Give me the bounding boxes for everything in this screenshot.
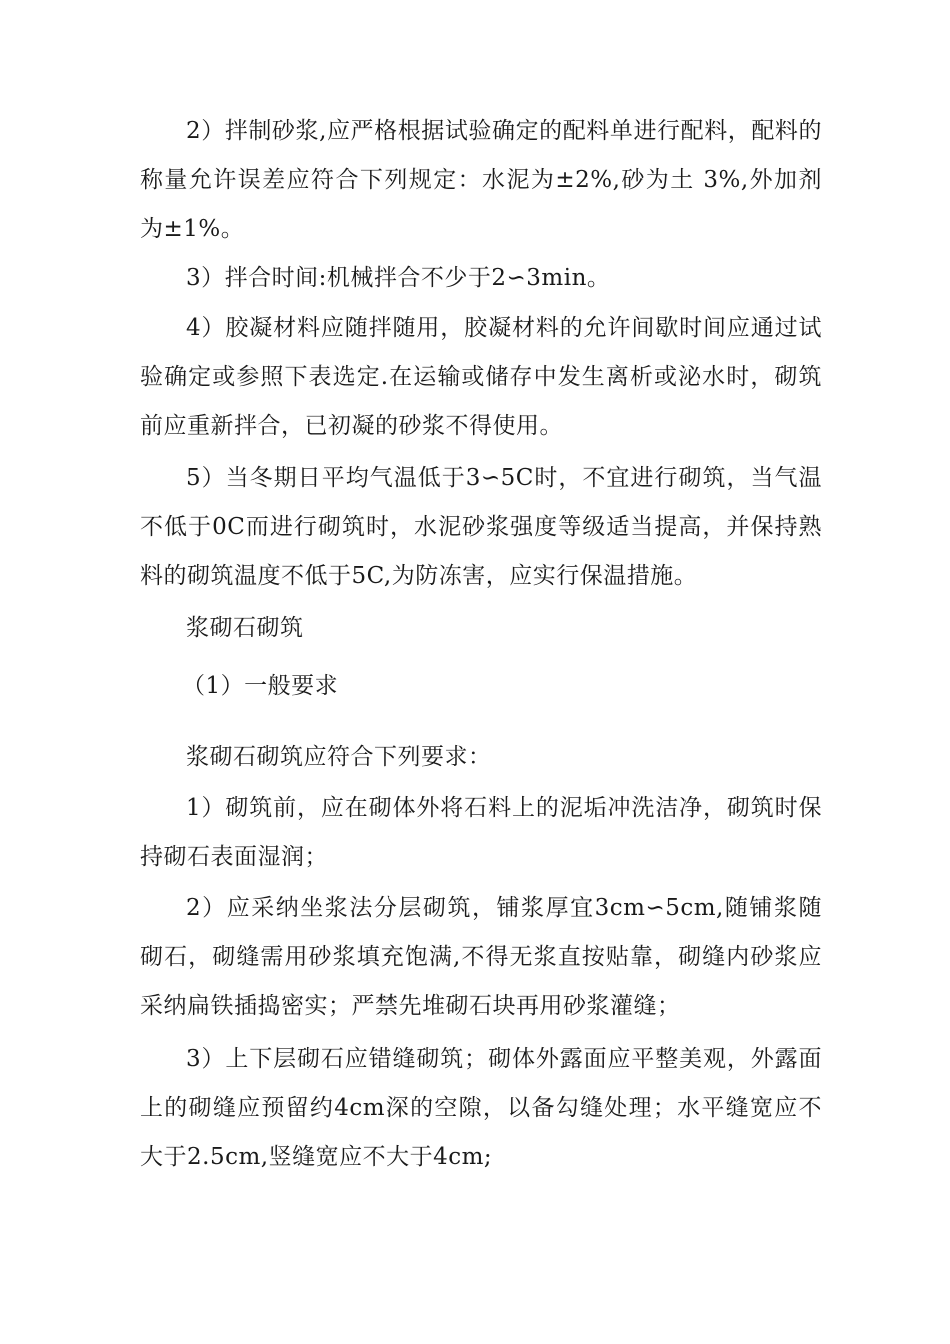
subsection-title: （1）一般要求 bbox=[182, 673, 339, 699]
requirement-item: 3）上下层砌石应错缝砌筑；砌体外露面应平整美观，外露面上的砌缝应预留约4cm深的空隙，以备勾缝处理；水平缝宽应不大于2.5cm,竖缝宽应不大于4cm; bbox=[140, 1046, 822, 1170]
paragraph-mixing-time: 3）拌合时间:机械拌合不少于2∽3min。 bbox=[186, 265, 611, 291]
paragraph-mortar-mixing: 2）拌制砂浆,应严格根据试验确定的配料单进行配料，配料的称量允许误差应符合下列规定：水泥为±2%,砂为土 3%,外加剂为±1%。 bbox=[140, 118, 822, 242]
paragraph-binder-usage: 4）胶凝材料应随拌随用，胶凝材料的允许间歇时间应通过试验确定或参照下表选定.在运输或储存中发生离析或泌水时，砌筑前应重新拌合，已初凝的砂浆不得使用。 bbox=[140, 315, 822, 439]
paragraph-winter-construction: 5）当冬期日平均气温低于3∽5C时，不宜进行砌筑，当气温不低于0C而进行砌筑时，水泥砂浆强度等级适当提高，并保持熟料的砌筑温度不低于5C,为防冻害，应实行保温措施。 bbox=[140, 465, 822, 589]
requirements-intro: 浆砌石砌筑应符合下列要求： bbox=[186, 744, 492, 770]
requirement-item: 2）应采纳坐浆法分层砌筑，铺浆厚宜3cm∽5cm,随铺浆随砌石，砌缝需用砂浆填充饱满,不得无浆直按贴靠，砌缝内砂浆应采纳扁铁插捣密实；严禁先堆砌石块再用砂浆灌缝； bbox=[140, 895, 822, 1019]
section-title: 浆砌石砌筑 bbox=[186, 615, 304, 641]
requirement-item: 1）砌筑前，应在砌体外将石料上的泥垢冲洗洁净，砌筑时保持砌石表面湿润； bbox=[140, 795, 822, 870]
